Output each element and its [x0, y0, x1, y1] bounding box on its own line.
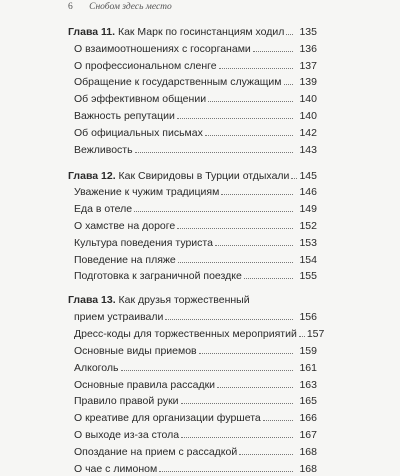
toc-entry	[74, 267, 317, 284]
toc-entry-label: Правило правой руки	[74, 395, 179, 408]
toc-entry	[74, 459, 317, 476]
toc-entry	[74, 375, 317, 392]
toc-entry	[74, 233, 317, 250]
toc-entry-page: 166	[299, 412, 317, 425]
chapter-heading	[68, 166, 317, 183]
toc-entry-label: Важность репутации	[74, 109, 175, 122]
toc-entry	[74, 56, 317, 73]
chapter-heading-line1	[68, 293, 317, 307]
toc-entry-page: 140	[299, 109, 317, 122]
toc-entry-page: 142	[299, 126, 317, 139]
toc-entry-page: 168	[299, 445, 317, 458]
toc-entry	[74, 341, 317, 358]
toc-entry-page: 167	[299, 428, 317, 441]
toc-entry-label: Основные правила рассадки	[74, 378, 216, 391]
chapter-title: Как Марк по госинстанциям ходил	[117, 26, 285, 38]
toc-entry-page: 159	[299, 344, 317, 357]
toc-entry-label: Поведение на пляже	[74, 253, 176, 266]
chapter-page: 156	[299, 311, 317, 324]
toc-entry-page: 136	[299, 42, 317, 55]
toc-entry-label: Еда в отеле	[74, 203, 133, 216]
toc-entry	[74, 199, 317, 216]
chapter-prefix: Глава 12.	[68, 169, 116, 182]
chapter-title-continued: прием устраивали	[74, 311, 164, 324]
toc-entry-label: Алкоголь	[74, 361, 119, 374]
dot-leader	[165, 319, 293, 320]
dot-leader	[239, 454, 293, 455]
toc-entry-label: Основные виды приемов	[74, 344, 197, 357]
chapter-title: Как Свиридовы в Турции отдыхали	[118, 169, 290, 182]
dot-leader	[199, 353, 293, 354]
running-header	[68, 2, 172, 12]
toc-entry	[74, 183, 317, 200]
toc-entry-label: Опоздание на прием с рассадкой	[74, 445, 238, 458]
toc-entry-page: 146	[299, 186, 317, 199]
dot-leader	[177, 118, 293, 119]
toc-entry-page: 165	[299, 395, 317, 408]
toc-entry-page: 152	[299, 219, 317, 232]
toc-entry-label: О креативе для организации фуршета	[74, 412, 261, 425]
toc-entry-page: 139	[299, 76, 317, 89]
dot-leader	[134, 211, 293, 212]
toc-entry-page: 140	[299, 93, 317, 106]
dot-leader	[286, 34, 293, 35]
toc-entry-label: Уважение к чужим традициям	[74, 186, 220, 199]
toc-entry-page: 149	[299, 203, 317, 216]
toc-entry-page: 154	[299, 253, 317, 266]
dot-leader	[135, 152, 293, 153]
toc-entry-page: 153	[299, 236, 317, 249]
dot-leader	[219, 68, 293, 69]
toc-entry	[74, 123, 317, 140]
dot-leader	[263, 420, 293, 421]
toc-entry-label: Обращение к государственным служащим	[74, 76, 282, 89]
chapter-items	[74, 39, 317, 157]
toc-entry-label: О хамстве на дороге	[74, 219, 176, 232]
dot-leader	[177, 228, 293, 229]
toc-entry	[74, 106, 317, 123]
dot-leader	[291, 178, 297, 179]
toc-entry	[74, 324, 325, 341]
chapter-heading-line2	[68, 307, 317, 324]
dot-leader	[215, 245, 293, 246]
dot-leader	[253, 51, 293, 52]
dot-leader	[121, 370, 294, 371]
toc-entry-page: 163	[299, 378, 317, 391]
chapter-title: Как друзья торжественный	[118, 294, 250, 307]
dot-leader	[159, 471, 293, 472]
toc-entry-label: Дресс-коды для торжественных мероприятий	[74, 328, 297, 341]
running-title: Снобом здесь место	[89, 2, 172, 12]
page-number: 6	[68, 2, 73, 12]
dot-leader	[205, 135, 293, 136]
dot-leader	[284, 84, 293, 85]
chapter-prefix: Глава 11.	[68, 26, 116, 38]
toc-entry	[74, 442, 317, 459]
toc-entry	[74, 39, 317, 56]
toc-entry	[74, 89, 317, 106]
toc-entry-label: Культура поведения туриста	[74, 236, 213, 249]
dot-leader	[178, 262, 293, 263]
toc-entry-label: О чае с лимоном	[74, 462, 158, 475]
toc-entry	[74, 358, 317, 375]
dot-leader	[299, 336, 305, 337]
toc-entry-page: 157	[306, 328, 325, 341]
dot-leader	[181, 437, 293, 438]
chapter-page: 145	[299, 169, 317, 182]
dot-leader	[221, 194, 293, 195]
toc-entry-page: 137	[299, 59, 317, 72]
toc-entry	[74, 140, 317, 157]
toc-entry	[74, 408, 317, 425]
toc-entry-label: Об эффективном общении	[74, 93, 207, 106]
chapter-items	[74, 183, 317, 284]
dot-leader	[244, 278, 293, 279]
dot-leader	[181, 403, 293, 404]
chapter-prefix: Глава 13.	[68, 294, 116, 307]
toc-entry	[74, 73, 317, 90]
chapter-heading	[68, 22, 317, 39]
toc-entry-page: 161	[299, 361, 317, 374]
chapter-page: 135	[299, 26, 317, 38]
toc-entry	[74, 425, 317, 442]
toc-entry-page: 155	[299, 270, 317, 283]
table-of-contents	[68, 22, 325, 476]
toc-entry-label: О профессиональном сленге	[74, 59, 217, 72]
toc-entry-label: Вежливость	[74, 143, 133, 156]
toc-entry-page: 168	[299, 462, 317, 475]
toc-entry-label: Подготовка к заграничной поездке	[74, 270, 242, 283]
toc-entry-label: О взаимоотношениях с госорганами	[74, 42, 251, 55]
dot-leader	[217, 387, 293, 388]
toc-entry-page: 143	[299, 143, 317, 156]
toc-entry-label: О выходе из-за стола	[74, 428, 180, 441]
dot-leader	[208, 101, 293, 102]
toc-entry	[74, 250, 317, 267]
toc-entry-label: Об официальных письмах	[74, 126, 203, 139]
toc-entry	[74, 216, 317, 233]
